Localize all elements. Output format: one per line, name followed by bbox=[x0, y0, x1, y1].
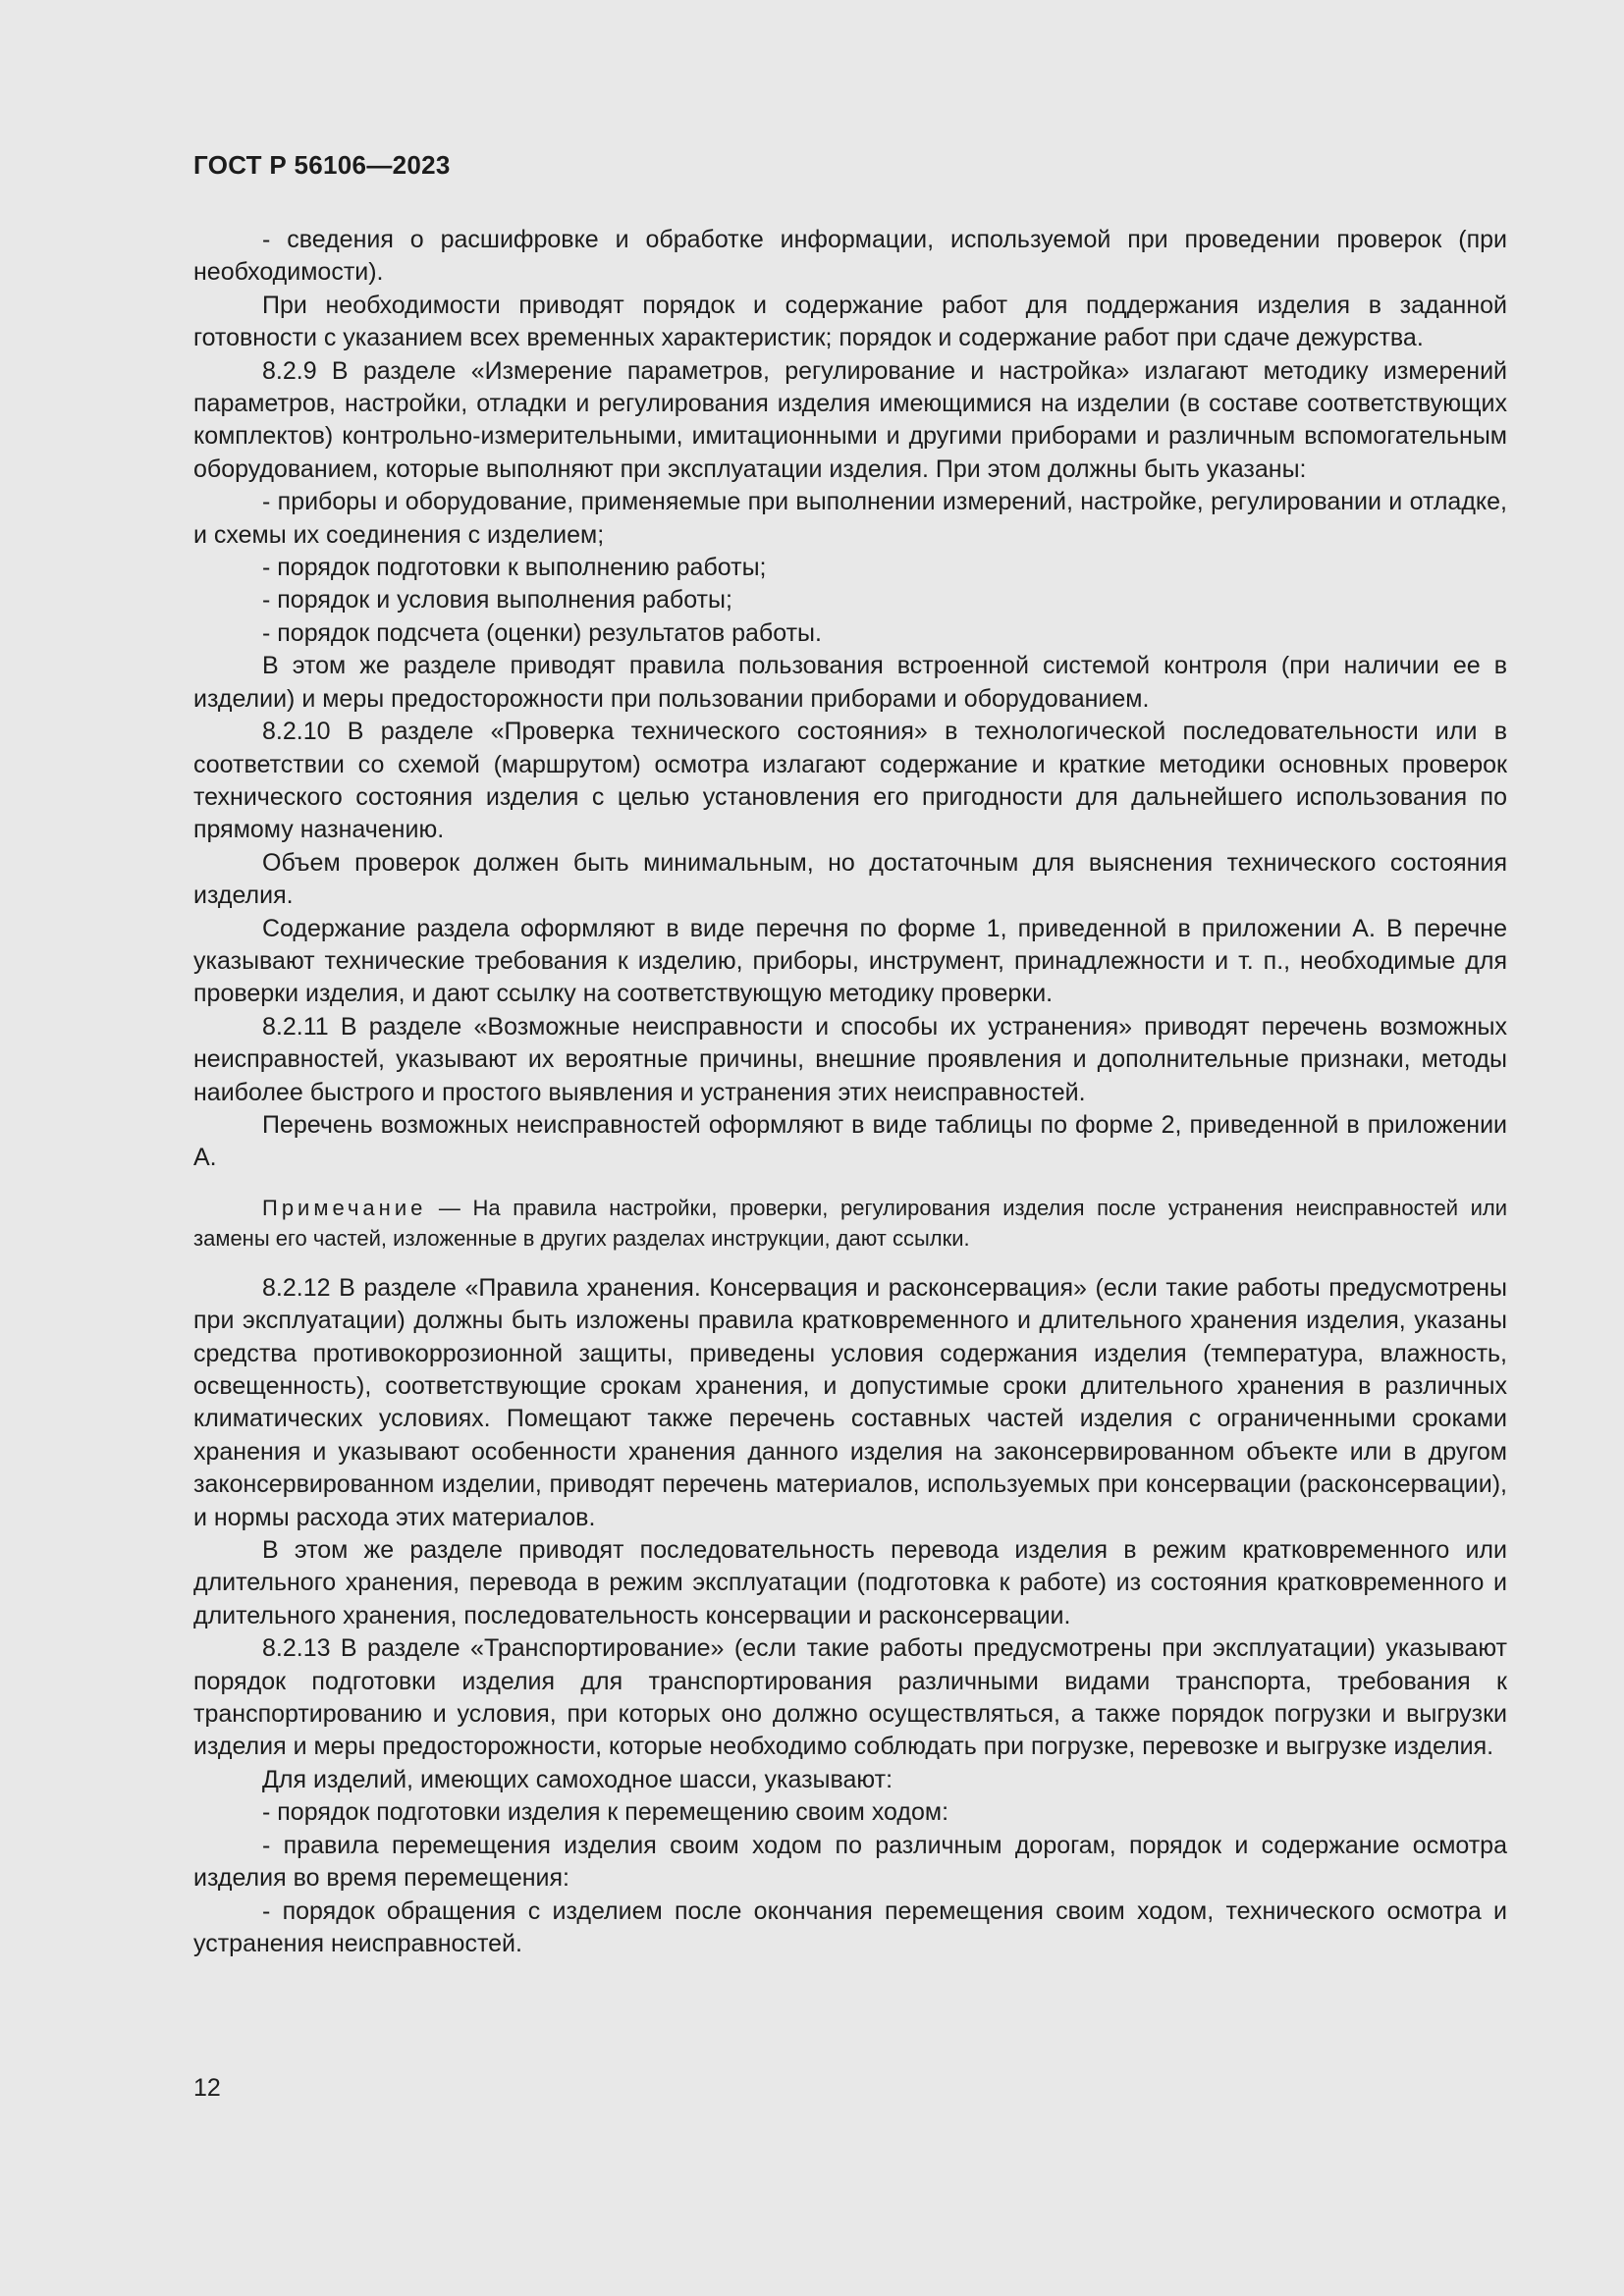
document-body bbox=[193, 224, 1507, 1960]
list-item: - порядок подготовки к выполнению работы; bbox=[262, 554, 767, 582]
note bbox=[193, 1193, 1507, 1254]
section-8-2-9-paragraph: 8.2.9 В разделе «Измерение параметров, регулирование и настройка» излагают методику измерений параметров, настройки, отладки и регулирования изделия имеющимися на изделии (в составе соответствующих комплектов) контрольно-измерительными, имитационными и другими приборами и различным вспомогательным оборудованием, которые выполняют при эксплуатации изделия. При этом должны быть указаны: bbox=[193, 356, 1507, 483]
paragraph: Перечень возможных неисправностей оформляют в виде таблицы по форме 2, приведенной в приложении А. bbox=[193, 1110, 1507, 1172]
section-8-2-10-paragraph: 8.2.10 В разделе «Проверка технического состояния» в технологической последовательности или в соответствии со схемой (маршрутом) осмотра излагают содержание и краткие методики основных проверок технического состояния изделия с целью установления его пригодности для дальнейшего использования по прямому назначению. bbox=[193, 718, 1507, 844]
note-label: Примечание bbox=[262, 1195, 427, 1220]
list-item: - порядок подготовки изделия к перемещению своим ходом: bbox=[262, 1798, 949, 1827]
list-item: - приборы и оборудование, применяемые при выполнении измерений, настройке, регулировании и отладке, и схемы их соединения с изделием; bbox=[193, 488, 1507, 549]
document-code-header: ГОСТ Р 56106—2023 bbox=[193, 150, 451, 180]
note-text: — На правила настройки, проверки, регулирования изделия после устранения неисправностей или замены его частей, изложенные в других разделах инструкции, дают ссылки. bbox=[193, 1195, 1507, 1251]
list-item: - порядок подсчета (оценки) результатов работы. bbox=[262, 618, 822, 647]
paragraph: Для изделий, имеющих самоходное шасси, указывают: bbox=[262, 1765, 893, 1793]
paragraph: В этом же разделе приводят правила пользования встроенной системой контроля (при наличии ее в изделии) и меры предосторожности при пользовании приборами и оборудованием. bbox=[193, 652, 1507, 713]
section-8-2-13-paragraph: 8.2.13 В разделе «Транспортирование» (если такие работы предусмотрены при эксплуатации) указывают порядок подготовки изделия для транспортирования различными видами транспорта, требования к транспортированию и условия, при которых оно должно осуществляться, а также порядок погрузки и выгрузки изделия и меры предосторожности, которые необходимо соблюдать при погрузке, перевозке и выгрузке изделия. bbox=[193, 1634, 1507, 1761]
paragraph: В этом же разделе приводят последовательность перевода изделия в режим кратковременного или длительного хранения, перевода в режим эксплуатации (подготовка к работе) из состояния кратковременного и длительного хранения, последовательность консервации и расконсервации. bbox=[193, 1536, 1507, 1629]
paragraph: Объем проверок должен быть минимальным, но достаточным для выяснения технического состояния изделия. bbox=[193, 848, 1507, 910]
paragraph: Содержание раздела оформляют в виде перечня по форме 1, приведенной в приложении А. В перечне указывают технические требования к изделию, приборы, инструмент, принадлежности и т. п., необходимые для проверки изделия, и дают ссылку на соответствующую методику проверки. bbox=[193, 914, 1507, 1008]
list-item: - порядок обращения с изделием после окончания перемещения своим ходом, технического осмотра и устранения неисправностей. bbox=[193, 1896, 1507, 1957]
list-item: - порядок и условия выполнения работы; bbox=[262, 586, 732, 614]
section-8-2-11-paragraph: 8.2.11 В разделе «Возможные неисправности и способы их устранения» приводят перечень возможных неисправностей, указывают их вероятные причины, внешние проявления и дополнительные признаки, методы наиболее быстрого и простого выявления и устранения этих неисправностей. bbox=[193, 1012, 1507, 1106]
list-item: - правила перемещения изделия своим ходом по различным дорогам, порядок и содержание осмотра изделия во время перемещения: bbox=[193, 1831, 1507, 1893]
page-number: 12 bbox=[193, 2074, 221, 2102]
section-8-2-12-paragraph: 8.2.12 В разделе «Правила хранения. Консервация и расконсервация» (если такие работы предусмотрены при эксплуатации) должны быть изложены правила кратковременного и длительного хранения изделия, указаны средства противокоррозионной защиты, приведены условия содержания изделия (температура, влажность, освещенность), соответствующие срокам хранения, и допустимые сроки длительного хранения в различных климатических условиях. Помещают также перечень составных частей изделия с ограниченными сроками хранения и указывают особенности хранения данного изделия на законсервированном объекте или в другом законсервированном изделии, приводят перечень материалов, используемых при консервации (расконсервации), и нормы расхода этих материалов. bbox=[193, 1273, 1507, 1531]
paragraph: - сведения о расшифровке и обработке информации, используемой при проведении проверок (при необходимости). bbox=[193, 226, 1507, 287]
paragraph: При необходимости приводят порядок и содержание работ для поддержания изделия в заданной готовности с указанием всех временных характеристик; порядок и содержание работ при сдаче дежурства. bbox=[193, 291, 1507, 352]
